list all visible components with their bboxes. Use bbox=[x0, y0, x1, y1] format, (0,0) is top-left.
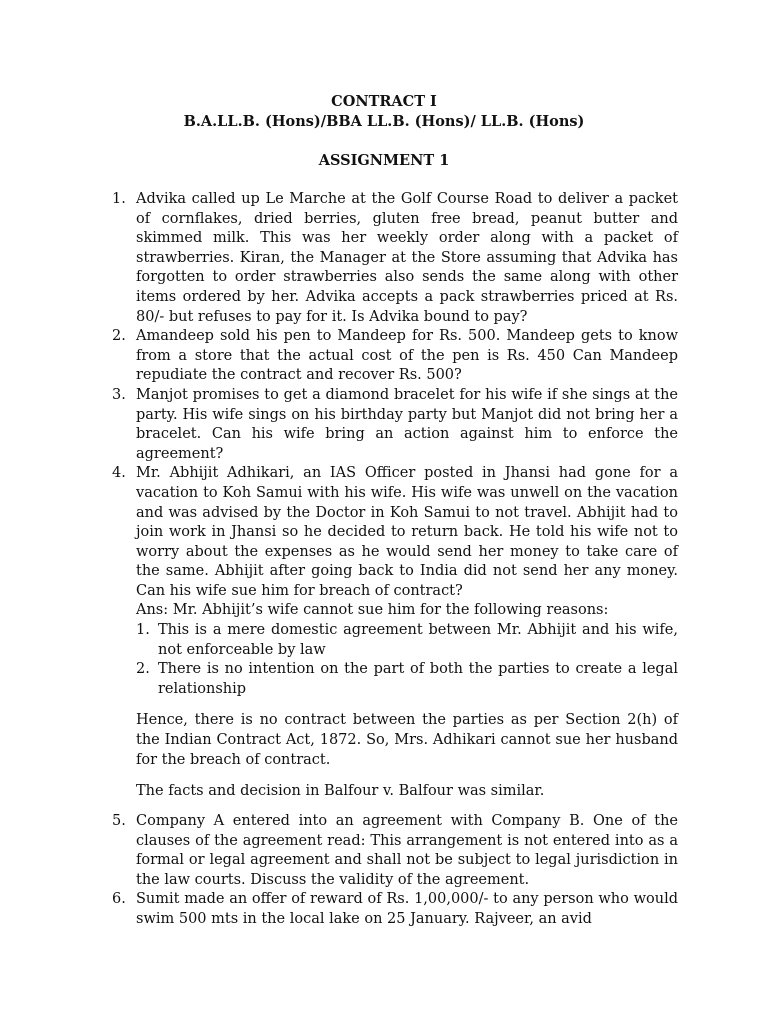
question-text: Manjot promises to get a diamond bracelet for his wife if she sings at the party. His wife sings on his birthday party but Manjot did not bring her a bracelet. Can his wife bring an action against him to enforce the agreement? bbox=[136, 386, 678, 462]
question-number: 3. bbox=[112, 386, 126, 403]
question-number: 6. bbox=[112, 891, 126, 908]
question-text: Advika called up Le Marche at the Golf Course Road to deliver a packet of cornflakes, dried berries, gluten free bread, peanut butter and skimmed milk. This was her weekly order along with a packet of strawberries. Kiran, the Manager at the Store assuming that Advika has forgotten to order strawberries also sends the same along with other items ordered by her. Advika accepts a pack strawberries priced at Rs. 80/- but refuses to pay for it. Is Advika bound to pay? bbox=[136, 191, 678, 325]
reason-number: 1. bbox=[136, 622, 150, 639]
question-list-part-2 bbox=[112, 812, 678, 930]
answer-reason-2 bbox=[136, 660, 678, 699]
question-text: Amandeep sold his pen to Mandeep for Rs. 500. Mandeep gets to know from a store that the actual cost of the pen is Rs. 450 Can Mandeep repudiate the contract and recover Rs. 500? bbox=[136, 328, 678, 384]
reason-number: 2. bbox=[136, 661, 150, 678]
question-text: Mr. Abhijit Adhikari, an IAS Officer posted in Jhansi had gone for a vacation to Koh Samui with his wife. His wife was unwell on the vacation and was advised by the Doctor in Koh Samui to not travel. Abhijit had to join work in Jhansi so he decided to return back. He told his wife not to worry about the expenses as he would send her money to take care of the same. Abhijit after going back to India did not send her any money. Can his wife sue him for breach of contract? bbox=[136, 465, 678, 599]
answer-reason-1 bbox=[136, 621, 678, 660]
question-5 bbox=[112, 812, 678, 890]
question-3 bbox=[112, 386, 678, 464]
answer-conclusion: Hence, there is no contract between the parties as per Section 2(h) of the Indian Contract Act, 1872. So, Mrs. Adhikari cannot sue her husband for the breach of contract. bbox=[136, 712, 678, 768]
question-number: 2. bbox=[112, 328, 126, 345]
question-list-part-1 bbox=[112, 190, 678, 802]
question-1 bbox=[112, 190, 678, 327]
reason-text: There is no intention on the part of both the parties to create a legal relationship bbox=[158, 661, 678, 697]
question-4 bbox=[112, 464, 678, 802]
question-number: 5. bbox=[112, 813, 126, 829]
question-6 bbox=[112, 890, 678, 929]
reason-text: This is a mere domestic agreement between Mr. Abhijit and his wife, not enforceable by law bbox=[158, 622, 678, 658]
question-text: Company A entered into an agreement with Company B. One of the clauses of the agreement read: This arrangement is not entered into as a formal or legal agreement and shall not be subject to legal jurisdiction in the law courts. Discuss the validity of the agreement. bbox=[136, 813, 678, 888]
question-text: Sumit made an offer of reward of Rs. 1,00,000/- to any person who would swim 500 mts in the local lake on 25 January. Rajveer, an avid bbox=[136, 891, 678, 927]
question-2 bbox=[112, 327, 678, 386]
document-title: CONTRACT I bbox=[331, 93, 437, 110]
question-number: 4. bbox=[112, 465, 126, 482]
question-number: 1. bbox=[112, 191, 126, 207]
answer-intro: Ans: Mr. Abhijit’s wife cannot sue him for the following reasons: bbox=[136, 602, 609, 619]
course-line: B.A.LL.B. (Hons)/BBA LL.B. (Hons)/ LL.B. (Hons) bbox=[183, 113, 585, 130]
assignment-heading: ASSIGNMENT 1 bbox=[318, 152, 450, 169]
answer-note: The facts and decision in Balfour v. Balfour was similar. bbox=[136, 783, 545, 800]
